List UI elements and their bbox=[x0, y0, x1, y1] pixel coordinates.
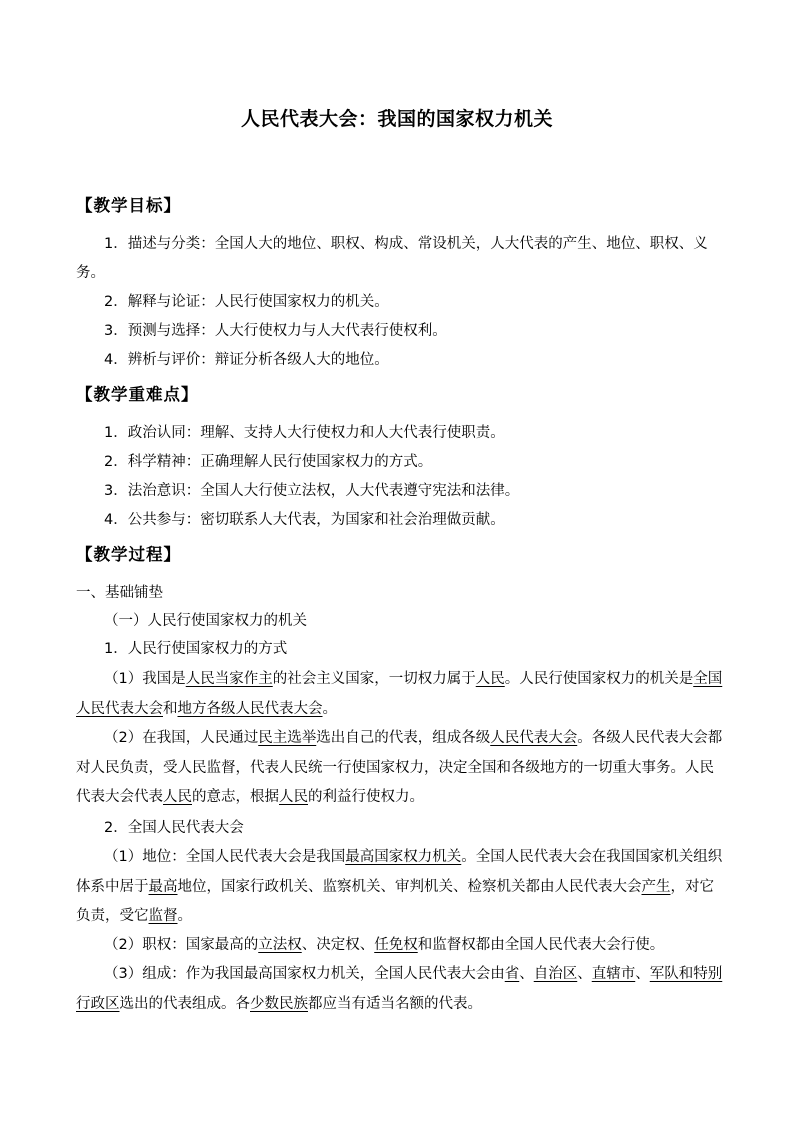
underlined-term: 人民 bbox=[279, 789, 308, 805]
key-point-item-4: 4．公共参与：密切联系人大代表，为国家和社会治理做贡献。 bbox=[104, 512, 505, 528]
item-heading-method: 1．人民行使国家权力的方式 bbox=[104, 641, 288, 657]
section-heading-process: 【教学过程】 bbox=[76, 545, 181, 564]
underlined-term: 最高 bbox=[148, 878, 178, 895]
key-point-item-3: 3．法治意识：全国人大行使立法权，人大代表遵守宪法和法律。 bbox=[104, 483, 520, 499]
underlined-term: 人民 bbox=[475, 671, 505, 687]
subheading-organ: （一）人民行使国家权力的机关 bbox=[104, 613, 307, 629]
item-heading-npc: 2．全国人民代表大会 bbox=[104, 820, 244, 836]
goal-item-3: 3．预测与选择：人大行使权力与人大代表行使权利。 bbox=[104, 323, 447, 339]
underlined-term: 少数民族 bbox=[250, 995, 308, 1012]
paragraph-4: （2）职权：国家最高的立法权、决定权、任免权和监督权都由全国人民代表大会行使。 bbox=[104, 937, 665, 953]
paragraph-2: （2）在我国，人民通过民主选举选出自己的代表，组成各级人民代表大会。各级人民代表大会都对人民负责，受人民监督，代表人民统一行使国家权力，决定全国和各级地方的一切重大事务。人民代表大会代表人民的意志，根据人民的利益行使权力。 bbox=[76, 730, 723, 805]
underlined-term: 直辖市 bbox=[591, 966, 636, 982]
page-title: 人民代表大会：我国的国家权力机关 bbox=[240, 108, 553, 130]
underlined-term: 民主选举 bbox=[258, 730, 317, 746]
paragraph-5: （3）组成：作为我国最高国家权力机关，全国人民代表大会由省、自治区、直辖市、军队和特别行政区选出的代表组成。各少数民族都应当有适当名额的代表。 bbox=[76, 966, 723, 1012]
underlined-term: 地方各级人民代表大会 bbox=[177, 700, 323, 717]
underlined-term: 任免权 bbox=[374, 937, 418, 953]
underlined-term: 自治区 bbox=[533, 966, 578, 982]
section-heading-goals: 【教学目标】 bbox=[76, 196, 181, 215]
section-heading-key-points: 【教学重难点】 bbox=[76, 385, 199, 404]
goal-item-4: 4．辨析与评价：辩证分析各级人大的地位。 bbox=[104, 352, 389, 368]
underlined-term: 立法权 bbox=[258, 937, 302, 953]
key-point-item-2: 2．科学精神：正确理解人民行使国家权力的方式。 bbox=[104, 454, 433, 470]
underlined-term: 全国人民代表大会 bbox=[76, 671, 723, 717]
paragraph-3: （1）地位：全国人民代表大会是我国最高国家权力机关。全国人民代表大会在我国国家机关组织体系中居于最高地位，国家行政机关、监察机关、审判机关、检察机关都由人民代表大会产生，对它负责，受它监督。 bbox=[76, 849, 723, 924]
paragraph-1: （1）我国是人民当家作主的社会主义国家，一切权力属于人民。人民行使国家权力的机关是全国人民代表大会和地方各级人民代表大会。 bbox=[76, 671, 723, 717]
part-heading-basics: 一、基础铺垫 bbox=[76, 585, 163, 601]
underlined-term: 省 bbox=[504, 966, 520, 982]
underlined-term: 最高国家权力机关 bbox=[345, 849, 462, 865]
underlined-term: 监督 bbox=[148, 908, 178, 924]
underlined-term: 人民代表大会 bbox=[490, 730, 578, 746]
underlined-term: 军队和特别行政区 bbox=[76, 966, 723, 1012]
underlined-term: 人民 bbox=[163, 789, 192, 805]
underlined-term: 人民当家作主 bbox=[185, 671, 273, 687]
key-point-item-1: 1．政治认同：理解、支持人大行使权力和人大代表行使职责。 bbox=[104, 425, 505, 441]
goal-item-1: 1．描述与分类：全国人大的地位、职权、构成、常设机关，人大代表的产生、地位、职权、义务。 bbox=[76, 236, 708, 281]
underlined-term: 产生 bbox=[641, 878, 671, 895]
goal-item-2: 2．解释与论证：人民行使国家权力的机关。 bbox=[104, 294, 389, 310]
